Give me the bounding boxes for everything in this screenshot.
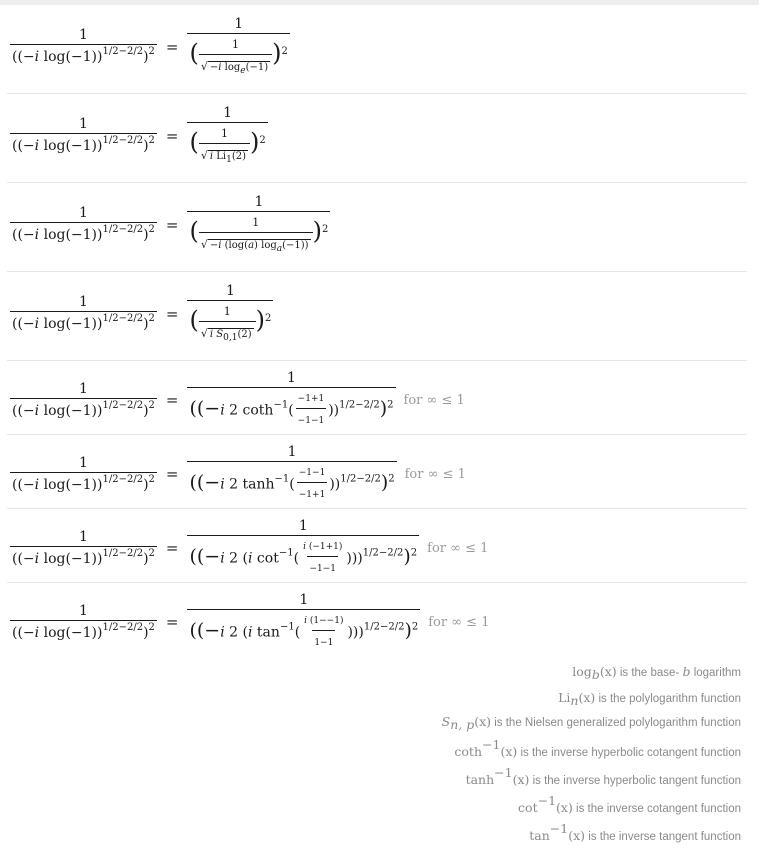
rhs-denominator: ((−i 2 coth$^{-1}$( $\frac{-1+1}{-1-1}$ ))$^{1/2-2/2}$)$^2$: [187, 387, 395, 431]
legend-arccot: $\cot^{-1}(x)$ is the inverse cotangent function: [518, 793, 741, 815]
equals-sign: =: [165, 304, 179, 323]
lhs-numerator: 1: [78, 205, 88, 221]
lhs-fraction: [10, 293, 157, 334]
rhs-numerator: 1: [287, 370, 296, 386]
equals-sign: =: [165, 539, 179, 557]
rhs-fraction: [187, 591, 420, 653]
lhs-denominator: ((−i log(−1))$^{1/2-2/2}$)$^2$: [12, 313, 155, 332]
result-row-7: [7, 509, 747, 583]
rhs-denominator: ( $\frac{1}{√ i Li_1(2)}$ )$^2$: [187, 122, 267, 167]
result-row-3: [7, 183, 747, 272]
condition: for ∞ ≤ 1: [403, 392, 465, 408]
lhs-fraction: [10, 204, 157, 245]
result-row-2: [7, 94, 747, 183]
legend-nielsen: $S_{n, p}(x)$ is the Nielsen generalized polylogarithm function: [441, 714, 741, 732]
equation: [10, 193, 330, 256]
rhs-denominator: ( $\frac{1}{√ -i \log_e(-1)}$ )$^2$: [187, 33, 289, 78]
lhs-numerator: 1: [78, 380, 88, 397]
lhs-fraction: [10, 454, 157, 495]
equals-sign: =: [165, 215, 179, 234]
equals-sign: =: [165, 126, 179, 145]
rhs-fraction: [187, 443, 396, 505]
equation: [10, 517, 488, 579]
rhs-denominator: ( $\frac{1}{√ i S_{0,1}(2)}$ )$^2$: [187, 300, 273, 345]
equals-sign: =: [165, 613, 179, 631]
rhs-numerator: 1: [298, 518, 308, 534]
lhs-fraction: [10, 528, 157, 569]
rhs-denominator: ( $\frac{1}{√ -i (\log(a) \log_a(-1))}$ )$^2$: [187, 211, 330, 256]
rhs-fraction: [187, 193, 330, 256]
lhs-numerator: 1: [78, 27, 88, 43]
result-row-4: [7, 272, 747, 361]
lhs-fraction: [10, 115, 157, 156]
lhs-fraction: [10, 26, 157, 67]
lhs-fraction: [10, 380, 157, 421]
lhs-denominator: ((−i log(−1))$^{1/2-2/2}$)$^2$: [12, 224, 155, 243]
lhs-denominator: ((−i log(−1))$^{1/2-2/2}$)$^2$: [12, 135, 155, 154]
condition: for ∞ ≤ 1: [404, 466, 466, 482]
rhs-numerator: 1: [299, 592, 309, 608]
lhs-denominator: ((−i log(−1))$^{1/2-2/2}$)$^2$: [12, 621, 155, 641]
rhs-fraction: [187, 104, 267, 167]
lhs-denominator: ((−i log(−1))$^{1/2-2/2}$)$^2$: [12, 473, 155, 493]
result-row-8: [7, 583, 747, 656]
lhs-denominator: ((−i log(−1))$^{1/2-2/2}$)$^2$: [12, 46, 155, 65]
result-row-1: [7, 5, 747, 94]
equation: [10, 15, 290, 78]
condition: for ∞ ≤ 1: [428, 614, 490, 630]
lhs-denominator: ((−i log(−1))$^{1/2-2/2}$)$^2$: [12, 547, 155, 567]
legend-arccoth: coth$^{-1}$(x) is the inverse hyperbolic cotangent function: [454, 737, 741, 759]
rhs-numerator: 1: [287, 444, 297, 460]
equals-sign: =: [165, 465, 179, 483]
lhs-numerator: 1: [78, 116, 88, 132]
rhs-numerator: 1: [225, 283, 235, 299]
lhs-numerator: 1: [78, 528, 88, 545]
equals-sign: =: [165, 37, 179, 56]
rhs-numerator: 1: [254, 194, 264, 210]
legend-arctan: $\tan^{-1}(x)$ is the inverse tangent function: [529, 821, 741, 843]
lhs-numerator: 1: [78, 294, 88, 310]
lhs-numerator: 1: [78, 602, 88, 619]
lhs-fraction: [10, 602, 157, 643]
equation: [10, 443, 466, 505]
result-row-5: [7, 361, 747, 435]
rhs-fraction: [187, 517, 419, 579]
rhs-denominator: ((−i 2 (i $\cot^{-1}$( $\frac{i (-1+1)}{-1-1}$ )))$^{1/2-2/2}$)$^2$: [187, 535, 419, 579]
equation: [10, 282, 273, 345]
legend-log: $\log_b(x)$ is the base- b logarithm: [572, 664, 741, 682]
result-row-6: [7, 435, 747, 509]
condition: for ∞ ≤ 1: [427, 540, 489, 556]
lhs-denominator: ((−i log(−1))$^{1/2-2/2}$)$^2$: [12, 399, 155, 419]
lhs-numerator: 1: [78, 454, 88, 471]
equation: [10, 591, 489, 653]
rhs-denominator: ((−i 2 (i $\tan^{-1}$( $\frac{i (1--1)}{1-1}$ )))$^{1/2-2/2}$)$^2$: [187, 609, 420, 653]
equals-sign: =: [165, 391, 179, 409]
equation: [10, 104, 268, 167]
legend-arctanh: $\tanh^{-1}(x)$ is the inverse hyperbolic tangent function: [465, 765, 741, 787]
equation: [10, 369, 465, 431]
rhs-fraction: [187, 369, 395, 431]
rhs-denominator: ((−i 2 $\tanh^{-1}$( $\frac{-1-1}{-1+1}$ ))$^{1/2-2/2}$)$^2$: [187, 461, 396, 505]
rhs-fraction: [187, 15, 289, 78]
rhs-fraction: [187, 282, 273, 345]
rhs-numerator: 1: [223, 105, 233, 121]
legend-polylog: $Li_n(x)$ is the polylogarithm function: [558, 690, 741, 708]
rhs-numerator: 1: [234, 16, 244, 32]
